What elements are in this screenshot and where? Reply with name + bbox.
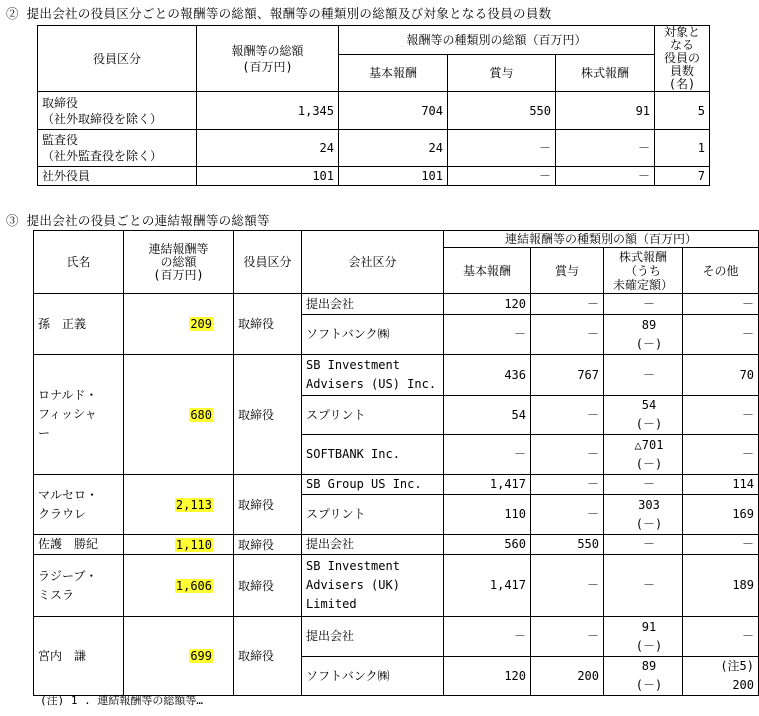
row-category: 監査役 （社外監査役を除く） bbox=[38, 130, 197, 167]
row-stock: － bbox=[556, 167, 655, 186]
bonus: － bbox=[531, 475, 604, 495]
header-consolidated-by-type: 連結報酬等の種類別の額（百万円） bbox=[444, 231, 759, 248]
highlighted-total: 209 bbox=[190, 317, 212, 331]
other-pay: － bbox=[683, 617, 759, 657]
basic-pay: 1,417 bbox=[444, 555, 531, 617]
table-row bbox=[34, 617, 759, 657]
stock-pay: － bbox=[604, 535, 683, 555]
row-count: 5 bbox=[655, 92, 710, 130]
row-basic: 24 bbox=[339, 130, 448, 167]
other-pay: － bbox=[683, 435, 759, 475]
bonus: 767 bbox=[531, 355, 604, 396]
basic-pay: 120 bbox=[444, 657, 531, 696]
basic-pay: 560 bbox=[444, 535, 531, 555]
row-total: 101 bbox=[197, 167, 339, 186]
officer-total bbox=[124, 617, 234, 696]
company-category: SB Investment Advisers (US) Inc. bbox=[302, 355, 444, 396]
officer-role: 取締役 bbox=[234, 535, 302, 555]
table-row bbox=[34, 535, 759, 555]
row-bonus: 550 bbox=[448, 92, 556, 130]
company-category: 提出会社 bbox=[302, 617, 444, 657]
stock-pay: 303 (－) bbox=[604, 495, 683, 535]
header-total: 報酬等の総額 (百万円) bbox=[197, 26, 339, 92]
table-row bbox=[34, 294, 759, 315]
row-stock: 91 bbox=[556, 92, 655, 130]
header-count: 対象となる 役員の員数 (名) bbox=[655, 26, 710, 92]
header-company: 会社区分 bbox=[302, 231, 444, 294]
stock-pay: 54 (－) bbox=[604, 396, 683, 435]
basic-pay: 1,417 bbox=[444, 475, 531, 495]
other-pay: － bbox=[683, 294, 759, 315]
other-pay: － bbox=[683, 535, 759, 555]
header-name: 氏名 bbox=[34, 231, 124, 294]
officer-total bbox=[124, 555, 234, 617]
table-row bbox=[38, 92, 710, 130]
row-category: 社外役員 bbox=[38, 167, 197, 186]
header-basic: 基本報酬 bbox=[444, 248, 531, 294]
consolidated-compensation-table bbox=[33, 230, 759, 696]
basic-pay: － bbox=[444, 617, 531, 657]
table-row bbox=[34, 555, 759, 617]
section2-title: ② 提出会社の役員区分ごとの報酬等の総額、報酬等の種類別の総額及び対象となる役員の員数 bbox=[6, 6, 552, 21]
company-category: スプリント bbox=[302, 495, 444, 535]
table-row bbox=[34, 355, 759, 396]
bonus: － bbox=[531, 396, 604, 435]
row-basic: 101 bbox=[339, 167, 448, 186]
company-category: SB Group US Inc. bbox=[302, 475, 444, 495]
highlighted-total: 680 bbox=[190, 407, 212, 422]
row-total: 24 bbox=[197, 130, 339, 167]
other-pay: 169 bbox=[683, 495, 759, 535]
header-by-type: 報酬等の種類別の総額（百万円） bbox=[339, 26, 655, 55]
stock-pay: 89 (－) bbox=[604, 315, 683, 355]
footnote-cut-off: (注) 1 . 連結報酬等の総額等… bbox=[40, 694, 203, 707]
officer-total bbox=[124, 355, 234, 475]
stock-pay: － bbox=[604, 555, 683, 617]
company-category: ソフトバンク㈱ bbox=[302, 315, 444, 355]
highlighted-total: 699 bbox=[190, 649, 212, 663]
stock-pay: － bbox=[604, 294, 683, 315]
executive-compensation-table bbox=[37, 25, 710, 186]
header-consolidated-total: 連結報酬等 の総額 (百万円) bbox=[124, 231, 234, 294]
bonus: － bbox=[531, 617, 604, 657]
officer-total bbox=[124, 535, 234, 555]
section3-title: ③ 提出会社の役員ごとの連結報酬等の総額等 bbox=[6, 213, 270, 228]
basic-pay: － bbox=[444, 435, 531, 475]
officer-name: 孫 正義 bbox=[34, 294, 124, 355]
company-category: SB Investment Advisers (UK) Limited bbox=[302, 555, 444, 617]
basic-pay: 436 bbox=[444, 355, 531, 396]
bonus: － bbox=[531, 495, 604, 535]
officer-role: 取締役 bbox=[234, 617, 302, 696]
table-row bbox=[38, 130, 710, 167]
company-category: 提出会社 bbox=[302, 535, 444, 555]
officer-name: ラジーブ・ ミスラ bbox=[34, 555, 124, 617]
bonus: － bbox=[531, 315, 604, 355]
basic-pay: 110 bbox=[444, 495, 531, 535]
bonus: 550 bbox=[531, 535, 604, 555]
basic-pay: 120 bbox=[444, 294, 531, 315]
other-pay: － bbox=[683, 396, 759, 435]
company-category: SOFTBANK Inc. bbox=[302, 435, 444, 475]
bonus: － bbox=[531, 435, 604, 475]
stock-pay: － bbox=[604, 475, 683, 495]
officer-role: 取締役 bbox=[234, 475, 302, 535]
officer-total bbox=[124, 475, 234, 535]
table-row bbox=[34, 475, 759, 495]
company-category: 提出会社 bbox=[302, 294, 444, 315]
highlighted-total: 1,110 bbox=[175, 537, 212, 552]
bonus: 200 bbox=[531, 657, 604, 696]
stock-pay: － bbox=[604, 355, 683, 396]
stock-pay: 91 (－) bbox=[604, 617, 683, 657]
bonus: － bbox=[531, 555, 604, 617]
row-bonus: － bbox=[448, 130, 556, 167]
row-stock: － bbox=[556, 130, 655, 167]
row-category: 取締役 （社外取締役を除く） bbox=[38, 92, 197, 130]
header-other: その他 bbox=[683, 248, 759, 294]
officer-name: 宮内 謙 bbox=[34, 617, 124, 696]
officer-role: 取締役 bbox=[234, 355, 302, 475]
company-category: ソフトバンク㈱ bbox=[302, 657, 444, 696]
table-row bbox=[38, 167, 710, 186]
officer-role: 取締役 bbox=[234, 294, 302, 355]
row-count: 7 bbox=[655, 167, 710, 186]
other-pay: (注5) 200 bbox=[683, 657, 759, 696]
officer-role: 取締役 bbox=[234, 555, 302, 617]
basic-pay: － bbox=[444, 315, 531, 355]
other-pay: 114 bbox=[683, 475, 759, 495]
company-category: スプリント bbox=[302, 396, 444, 435]
header-category: 役員区分 bbox=[38, 26, 197, 92]
officer-name: 佐護 勝紀 bbox=[34, 535, 124, 555]
header-stock: 株式報酬 bbox=[556, 54, 655, 91]
row-total: 1,345 bbox=[197, 92, 339, 130]
other-pay: 70 bbox=[683, 355, 759, 396]
header-role: 役員区分 bbox=[234, 231, 302, 294]
basic-pay: 54 bbox=[444, 396, 531, 435]
row-bonus: － bbox=[448, 167, 556, 186]
header-bonus: 賞与 bbox=[448, 54, 556, 91]
other-pay: － bbox=[683, 315, 759, 355]
officer-total bbox=[124, 294, 234, 355]
stock-pay: △701 (－) bbox=[604, 435, 683, 475]
officer-name: マルセロ・ クラウレ bbox=[34, 475, 124, 535]
header-stock: 株式報酬 （うち 未確定額） bbox=[604, 248, 683, 294]
row-basic: 704 bbox=[339, 92, 448, 130]
header-bonus: 賞与 bbox=[531, 248, 604, 294]
bonus: － bbox=[531, 294, 604, 315]
row-count: 1 bbox=[655, 130, 710, 167]
highlighted-total: 1,606 bbox=[175, 578, 212, 593]
other-pay: 189 bbox=[683, 555, 759, 617]
highlighted-total: 2,113 bbox=[175, 497, 212, 512]
stock-pay: 89 (－) bbox=[604, 657, 683, 696]
header-basic: 基本報酬 bbox=[339, 54, 448, 91]
officer-name: ロナルド・ フィッシャ ー bbox=[34, 355, 124, 475]
